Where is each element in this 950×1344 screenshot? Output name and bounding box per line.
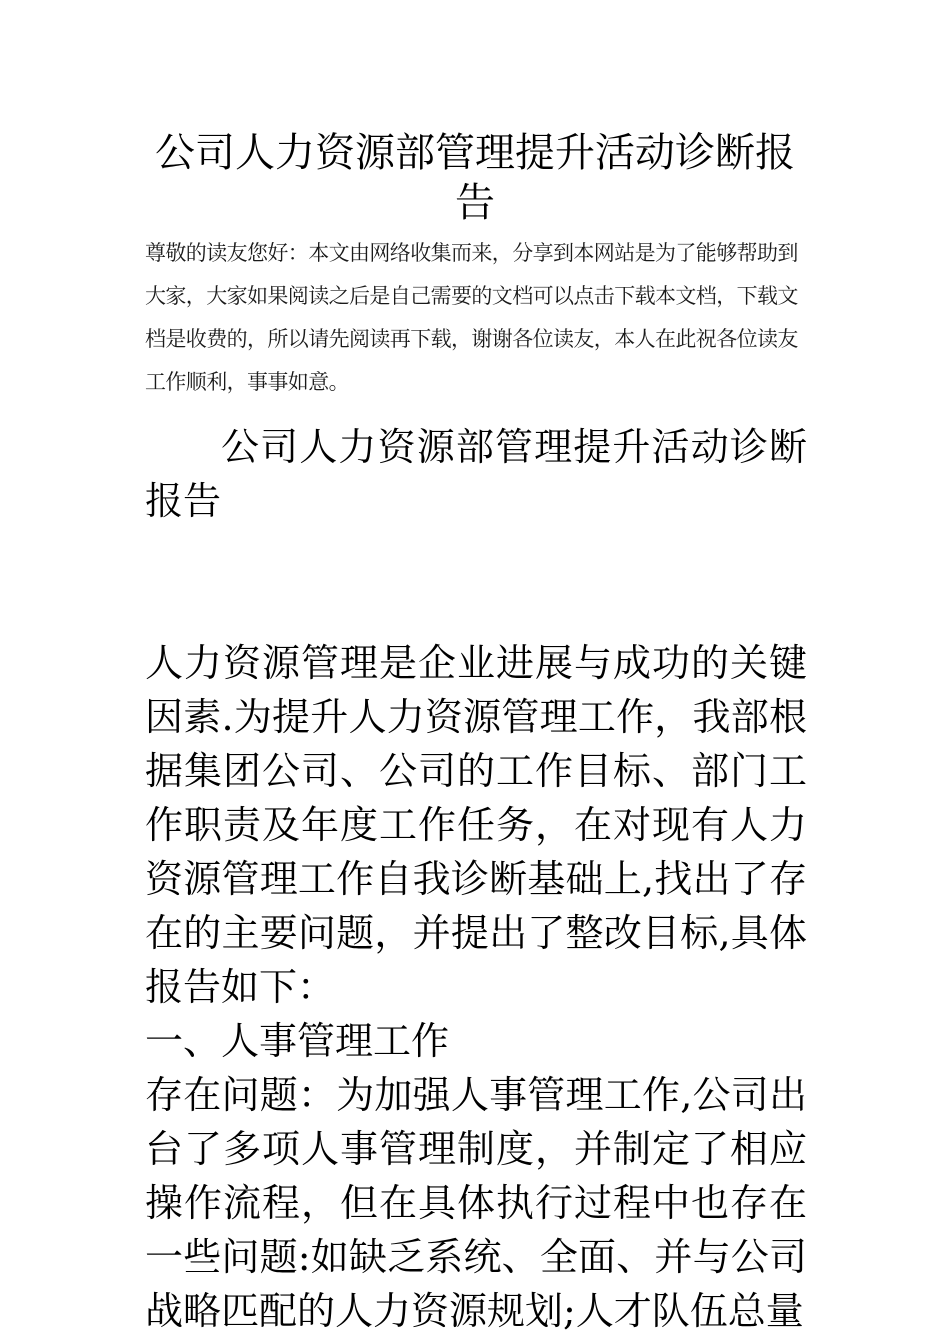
document-title: 公司人力资源部管理提升活动诊断报告 bbox=[155, 130, 795, 226]
paragraph-spacer bbox=[145, 528, 807, 636]
reader-notice: 尊敬的读友您好：本文由网络收集而来，分享到本网站是为了能够帮助到大家，大家如果阅读之后是自己需要的文档可以点击下载本文档，下载文档是收费的，所以请先阅读再下载，谢谢各位读友，本人在此祝各位读友工作顺利，事事如意。 bbox=[145, 241, 798, 394]
section-paragraph: 存在问题：为加强人事管理工作,公司出台了多项人事管理制度，并制定了相应操作流程，但在具体执行过程中也存在一些问题:如缺乏系统、全面、并与公司战略匹配的人力资源规划;人才队伍总量 bbox=[145, 1073, 807, 1333]
document-body bbox=[145, 420, 807, 1338]
section-heading: 一、人事管理工作 bbox=[145, 1019, 450, 1063]
intro-paragraph: 人力资源管理是企业进展与成功的关键因素.为提升人力资源管理工作，我部根据集团公司、公司的工作目标、部门工作职责及年度工作任务，在对现有人力资源管理工作自我诊断基础上,找出了存在的主要问题，并提出了整改目标,具体报告如下： bbox=[145, 641, 807, 1009]
body-title: 公司人力资源部管理提升活动诊断报告 bbox=[145, 425, 807, 523]
